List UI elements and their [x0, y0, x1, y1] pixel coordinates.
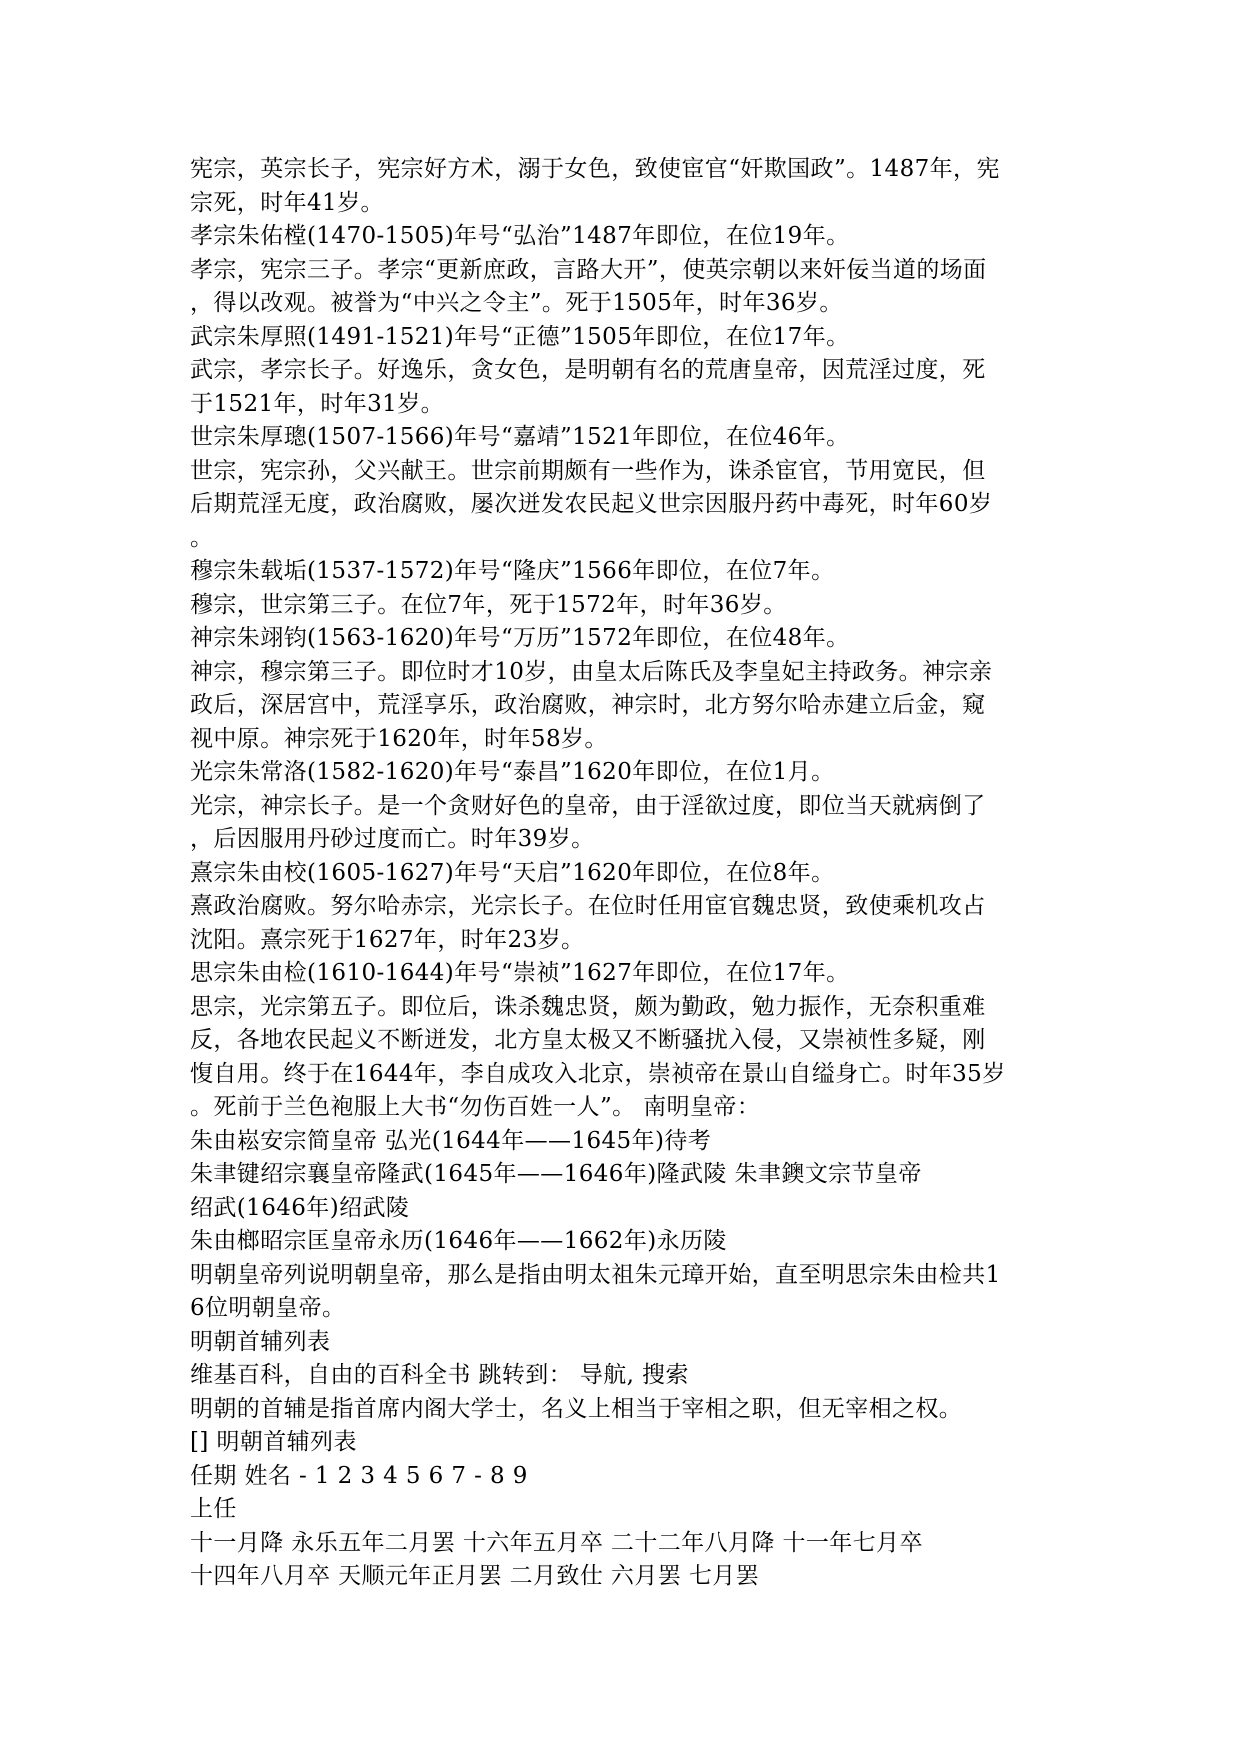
text-line: ，得以改观。被誉为“中兴之令主”。死于1505年，时年36岁。 [190, 290, 843, 316]
text-line: 沈阳。熹宗死于1627年，时年23岁。 [190, 926, 585, 953]
text-line: 。 [190, 524, 214, 551]
text-line: 愎自用。终于在1644年，李自成攻入北京，崇祯帝在景山自缢身亡。时年35岁 [190, 1060, 1006, 1087]
text-line: 。死前于兰色袍服上大书“勿伤百姓一人”。 南明皇帝： [190, 1094, 761, 1120]
text-line: [] 明朝首辅列表 [190, 1429, 357, 1455]
text-line: 熹政治腐败。努尔哈赤宗，光宗长子。在位时任用宦官魏忠贤，致使乘机攻占 [190, 893, 986, 919]
text-line: 十一月降 永乐五年二月罢 十六年五月卒 二十二年八月降 十一年七月卒 [190, 1529, 923, 1556]
text-line: 熹宗朱由校(1605-1627)年号“天启”1620年即位，在位8年。 [190, 859, 835, 886]
text-line: 光宗，神宗长子。是一个贪财好色的皇帝，由于淫欲过度，即位当天就病倒了 [190, 792, 986, 819]
text-line: 6位明朝皇帝。 [190, 1295, 346, 1321]
text-line: 世宗朱厚璁(1507-1566)年号“嘉靖”1521年即位，在位46年。 [190, 424, 850, 450]
table-header: 任期 姓名 - 1 2 3 4 5 6 7 - 8 9 [190, 1462, 528, 1489]
text-line: 于1521年，时年31岁。 [190, 390, 444, 417]
text-line: 孝宗，宪宗三子。孝宗“更新庶政，言路大开”，使英宗朝以来奸佞当道的场面 [190, 256, 987, 283]
text-line: ，后因服用丹砂过度而亡。时年39岁。 [190, 826, 595, 852]
text-line: 思宗朱由检(1610-1644)年号“崇祯”1627年即位，在位17年。 [190, 960, 850, 986]
text-line: 神宗，穆宗第三子。即位时才10岁，由皇太后陈氏及李皇妃主持政务。神宗亲 [190, 658, 993, 685]
text-line: 视中原。神宗死于1620年，时年58岁。 [190, 725, 608, 752]
text-line: 孝宗朱佑樘(1470-1505)年号“弘治”1487年即位，在位19年。 [190, 223, 850, 249]
text-line: 光宗朱常洛(1582-1620)年号“泰昌”1620年即位，在位1月。 [190, 759, 835, 785]
text-line: 明朝的首辅是指首席内阁大学士，名义上相当于宰相之职，但无宰相之权。 [190, 1395, 963, 1422]
text-line: 十四年八月卒 天顺元年正月罢 二月致仕 六月罢 七月罢 [190, 1563, 760, 1589]
text-line: 维基百科，自由的百科全书 跳转到： 导航, 搜索 [190, 1362, 689, 1388]
text-line: 思宗，光宗第五子。即位后，诛杀魏忠贤，颇为勤政，勉力振作，无奈积重难 [190, 993, 986, 1020]
text-line: 宗死，时年41岁。 [190, 189, 384, 216]
text-line: 后期荒淫无度，政治腐败，屡次迸发农民起义世宗因服丹药中毒死，时年60岁 [190, 491, 993, 517]
text-line: 朱由崧安宗简皇帝 弘光(1644年——1645年)待考 [190, 1127, 712, 1154]
text-line: 穆宗朱载垢(1537-1572)年号“隆庆”1566年即位，在位7年。 [190, 558, 835, 584]
text-line: 朱聿键绍宗襄皇帝隆武(1645年——1646年)隆武陵 朱聿鐭文宗节皇帝 [190, 1161, 922, 1187]
section-heading: 明朝首辅列表 [190, 1328, 331, 1355]
text-line: 政后，深居宫中，荒淫享乐，政治腐败，神宗时，北方努尔哈赤建立后金，窥 [190, 692, 986, 718]
text-line: 绍武(1646年)绍武陵 [190, 1194, 410, 1221]
text-line: 朱由榔昭宗匡皇帝永历(1646年——1662年)永历陵 [190, 1228, 727, 1254]
document-body [190, 153, 1060, 1594]
text-line: 上任 [190, 1496, 237, 1522]
text-line: 武宗，孝宗长子。好逸乐，贪女色，是明朝有名的荒唐皇帝，因荒淫过度，死 [190, 357, 986, 383]
text-line: 反，各地农民起义不断迸发，北方皇太极又不断骚扰入侵，又崇祯性多疑，刚 [190, 1027, 986, 1053]
text-line: 世宗，宪宗孙，父兴献王。世宗前期颇有一些作为，诛杀宦官，节用宽民，但 [190, 457, 986, 484]
text-line: 穆宗，世宗第三子。在位7年，死于1572年，时年36岁。 [190, 591, 787, 618]
text-line: 武宗朱厚照(1491-1521)年号“正德”1505年即位，在位17年。 [190, 323, 850, 350]
text-line: 明朝皇帝列说明朝皇帝，那么是指由明太祖朱元璋开始，直至明思宗朱由检共1 [190, 1261, 1001, 1288]
text-line: 宪宗，英宗长子，宪宗好方术，溺于女色，致使宦官“奸欺国政”。1487年，宪 [190, 156, 1000, 182]
text-line: 神宗朱翊钧(1563-1620)年号“万历”1572年即位，在位48年。 [190, 625, 850, 651]
